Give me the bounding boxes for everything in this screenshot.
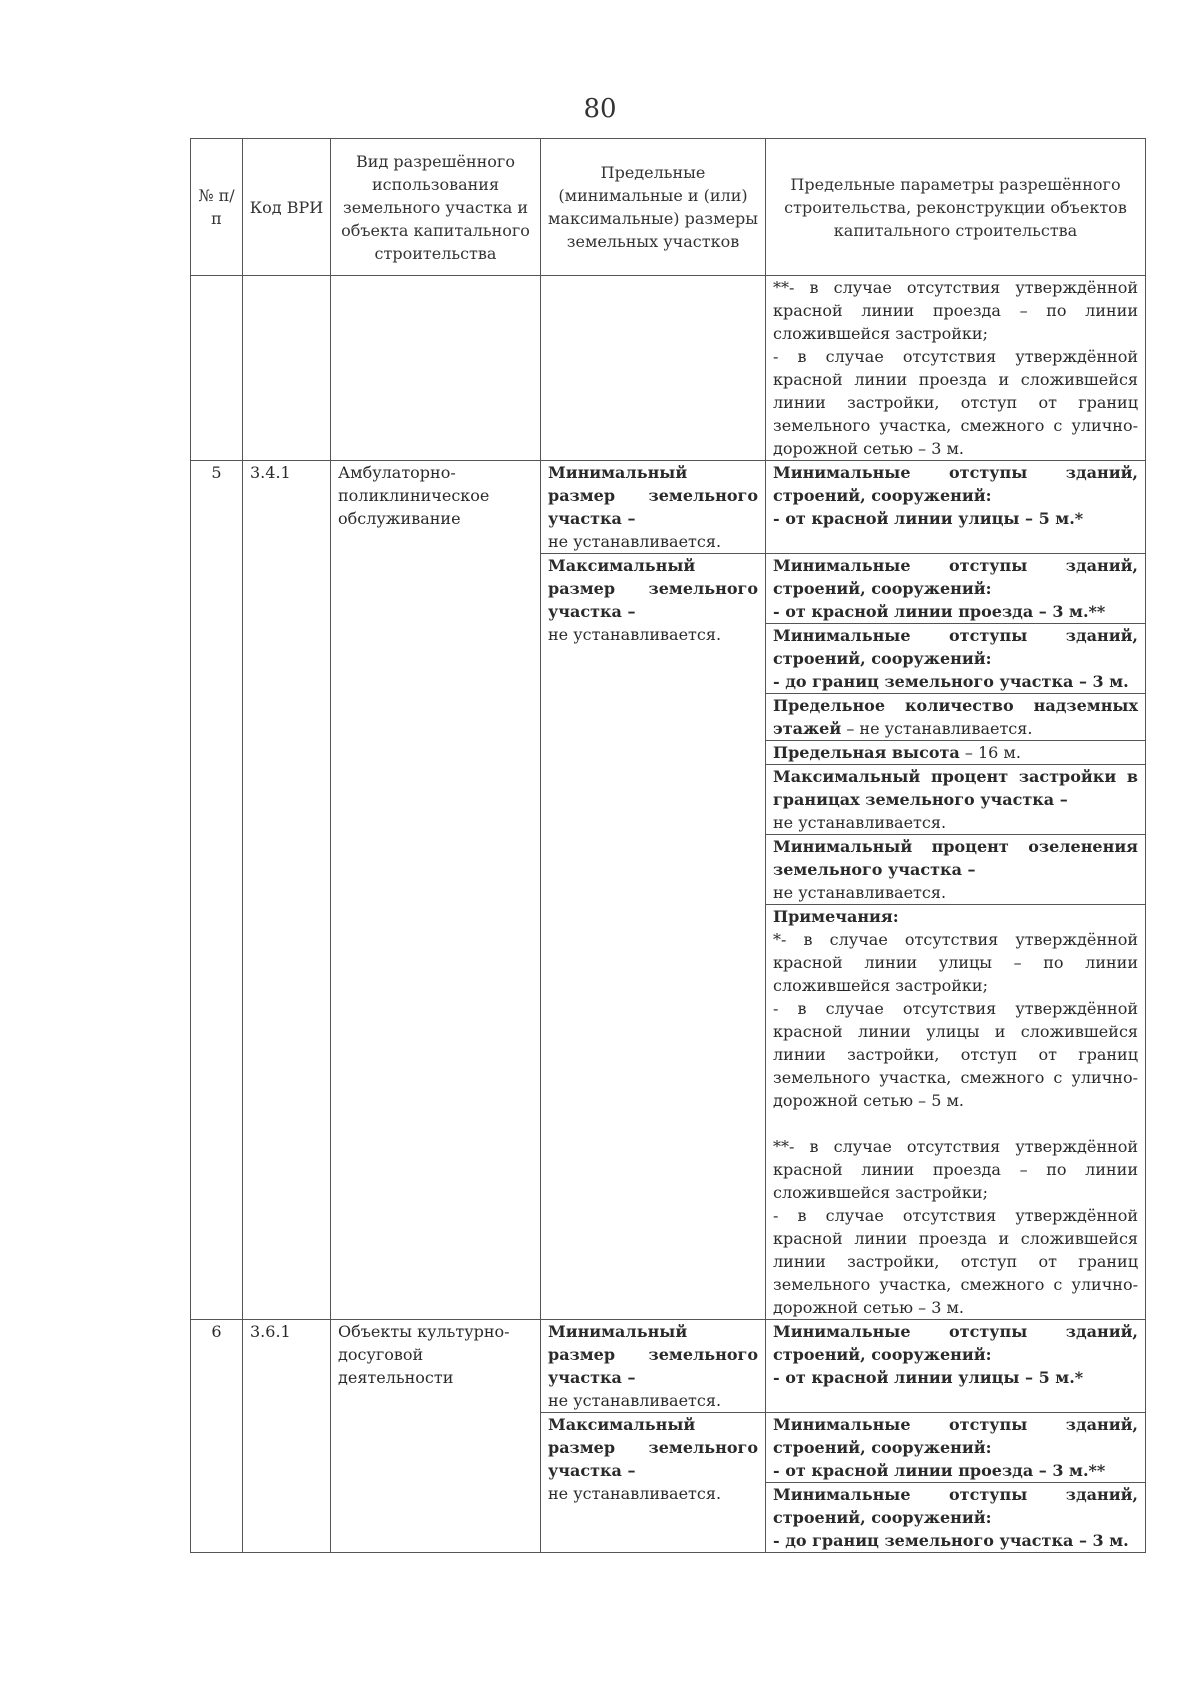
- note-line: - в случае отсутствия утверждённой красной линии проезда и сложившейся линии застройки, отступ от границ земельного участка, смежного с улично-дорожной сетью – 3 м.: [773, 1206, 1138, 1317]
- cell-empty: [331, 276, 541, 461]
- param-label: Минимальные отступы зданий, строений, сооружений:: [773, 556, 1138, 598]
- max-size-label: Максимальный размер земельного участка –: [548, 556, 758, 621]
- param-label: Минимальный процент озеленения земельного участка –: [773, 837, 1138, 879]
- row-params: [766, 461, 1146, 1320]
- min-size-value: не устанавливается.: [548, 1391, 722, 1410]
- page-number: 80: [583, 94, 617, 124]
- table-row-continuation: [191, 276, 1146, 461]
- note-line: *- в случае отсутствия утверждённой красной линии улицы – по линии сложившейся застройки;: [773, 930, 1138, 995]
- row-sizes: [541, 1320, 766, 1553]
- row-params: [766, 1320, 1146, 1553]
- row-code: 3.6.1: [243, 1320, 331, 1553]
- min-size-label: Минимальный размер земельного участка –: [548, 1322, 758, 1387]
- param-label: Минимальные отступы зданий, строений, сооружений:: [773, 463, 1138, 505]
- param-value: – не устанавливается.: [846, 719, 1033, 738]
- row-number: 6: [191, 1320, 243, 1553]
- header-num: № п/п: [191, 139, 243, 276]
- notes-label: Примечания:: [773, 907, 899, 926]
- min-size-label: Минимальный размер земельного участка –: [548, 463, 758, 528]
- table-row: [191, 1320, 1146, 1553]
- continuation-notes: [766, 276, 1146, 461]
- max-size-value: не устанавливается.: [548, 625, 722, 644]
- param-value: – 16 м.: [964, 743, 1021, 762]
- param-value: - до границ земельного участка – 3 м.: [773, 1531, 1129, 1550]
- row-type: Амбулаторно-поликлиническое обслуживание: [331, 461, 541, 1320]
- table-row: [191, 461, 1146, 1320]
- param-label: Предельное количество надземных этажей: [773, 696, 1138, 738]
- note-line: - в случае отсутствия утверждённой красной линии проезда и сложившейся линии застройки, отступ от границ земельного участка, смежного с улично-дорожной сетью – 3 м.: [773, 347, 1138, 458]
- header-sizes: Предельные (минимальные и (или) максимальные) размеры земельных участков: [541, 139, 766, 276]
- param-label: Минимальные отступы зданий, строений, сооружений:: [773, 1322, 1138, 1364]
- row-number: 5: [191, 461, 243, 1320]
- zoning-table: [190, 138, 1146, 1553]
- param-label: Минимальные отступы зданий, строений, сооружений:: [773, 1415, 1138, 1457]
- cell-empty: [243, 276, 331, 461]
- param-value: - до границ земельного участка – 3 м.: [773, 672, 1129, 691]
- note-line: - в случае отсутствия утверждённой красной линии улицы и сложившейся линии застройки, отступ от границ земельного участка, смежного с улично-дорожной сетью – 5 м.: [773, 999, 1138, 1110]
- param-value: - от красной линии проезда – 3 м.**: [773, 1461, 1106, 1480]
- param-label: Минимальные отступы зданий, строений, сооружений:: [773, 626, 1138, 668]
- row-sizes: [541, 461, 766, 1320]
- note-line: **- в случае отсутствия утверждённой красной линии проезда – по линии сложившейся застройки;: [773, 1137, 1138, 1202]
- header-code: Код ВРИ: [243, 139, 331, 276]
- param-value: не устанавливается.: [773, 813, 947, 832]
- param-value: - от красной линии проезда – 3 м.**: [773, 602, 1106, 621]
- param-label: Предельная высота: [773, 743, 960, 762]
- row-type: Объекты культурно-досуговой деятельности: [331, 1320, 541, 1553]
- cell-empty: [191, 276, 243, 461]
- min-size-value: не устанавливается.: [548, 532, 722, 551]
- param-value: - от красной линии улицы – 5 м.*: [773, 509, 1084, 528]
- param-value: не устанавливается.: [773, 883, 947, 902]
- max-size-value: не устанавливается.: [548, 1484, 722, 1503]
- param-label: Минимальные отступы зданий, строений, сооружений:: [773, 1485, 1138, 1527]
- table-header-row: [191, 139, 1146, 276]
- header-type: Вид разрешённого использования земельного участка и объекта капитального строительства: [331, 139, 541, 276]
- param-label: Максимальный процент застройки в границах земельного участка –: [773, 767, 1138, 809]
- row-code: 3.4.1: [243, 461, 331, 1320]
- cell-empty: [541, 276, 766, 461]
- header-params: Предельные параметры разрешённого строительства, реконструкции объектов капитального строительства: [766, 139, 1146, 276]
- max-size-label: Максимальный размер земельного участка –: [548, 1415, 758, 1480]
- note-line: **- в случае отсутствия утверждённой красной линии проезда – по линии сложившейся застройки;: [773, 278, 1138, 343]
- param-value: - от красной линии улицы – 5 м.*: [773, 1368, 1084, 1387]
